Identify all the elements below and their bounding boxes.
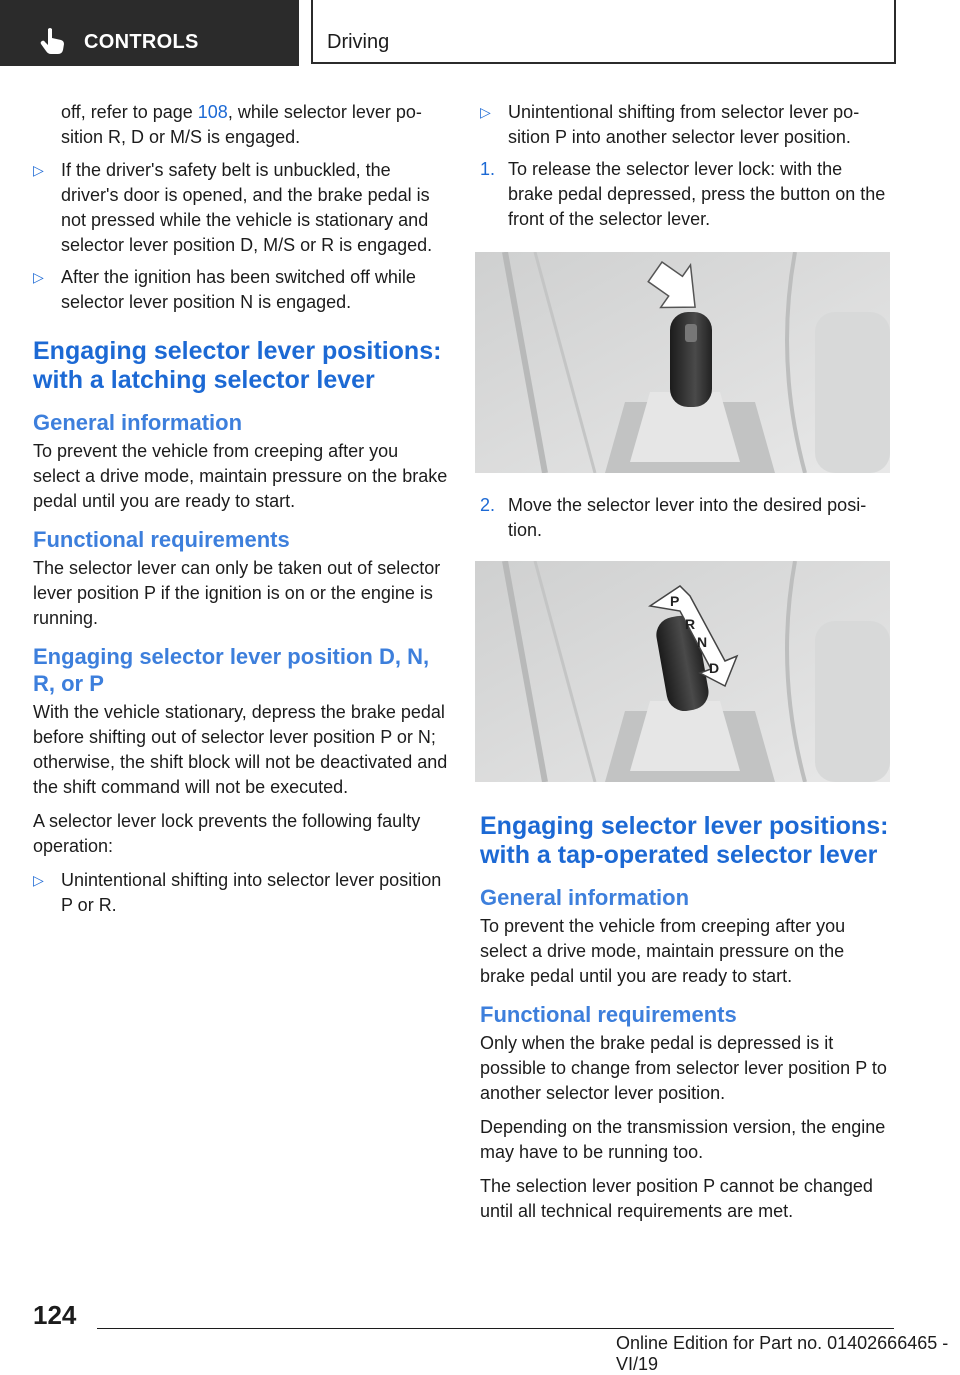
list-item: ▷ After the ignition has been switched off while selector lever position N is engaged. bbox=[33, 267, 416, 312]
gear-label-n: N bbox=[697, 634, 708, 650]
list-item: ▷ Unintentional shifting into selector lever position P or R. bbox=[33, 870, 442, 915]
bullet-triangle-icon: ▷ bbox=[33, 872, 44, 888]
left-column bbox=[33, 100, 448, 925]
subsection-heading: Engaging selector lever position D, N, R, or P bbox=[33, 644, 430, 696]
page-reference-link[interactable]: 108 bbox=[197, 102, 228, 122]
edition-text: Online Edition for Part no. 01402666465 - VI/19 bbox=[616, 1333, 949, 1374]
subsection-heading: Functional requirements bbox=[480, 1002, 737, 1027]
numbered-step: 2. Move the selector lever into the desired position. bbox=[480, 495, 867, 540]
paragraph: Depending on the transmission version, the engine may have to be running too. bbox=[480, 1117, 886, 1162]
selector-lever-button-illustration bbox=[475, 252, 890, 473]
bullet-triangle-icon: ▷ bbox=[33, 162, 44, 178]
chapter-title: Driving bbox=[327, 31, 390, 53]
gear-label-d: D bbox=[709, 660, 720, 676]
selector-lever-positions-illustration bbox=[475, 561, 890, 782]
section-tab bbox=[0, 0, 299, 66]
gear-label-r: R bbox=[685, 616, 696, 632]
list-item: ▷ Unintentional shifting from selector lever position P into another selector lever position. bbox=[480, 102, 860, 147]
step-number: 1. bbox=[480, 159, 496, 179]
paragraph: With the vehicle stationary, depress the brake pedal before shifting out of selector lever position P or N; otherwise, the shift block will not be deactivated and the shift command will not be executed. bbox=[33, 702, 448, 797]
gear-label-p: P bbox=[670, 593, 680, 609]
continued-text: off, refer to page 108, while selector lever position R, D or M/S is engaged. bbox=[61, 102, 422, 147]
step-number: 2. bbox=[480, 495, 496, 515]
hand-pointer-icon bbox=[40, 27, 66, 55]
list-item: ▷ If the driver's safety belt is unbuckled, the driver's door is opened, and the brake pedal is not pressed while the vehicle is stationary and selector lever position D, M/S or R is engaged. bbox=[33, 160, 433, 255]
subsection-heading: General information bbox=[480, 885, 690, 910]
paragraph: The selector lever can only be taken out of selector lever position P if the ignition is on or the engine is running. bbox=[33, 558, 441, 628]
paragraph: A selector lever lock prevents the following faulty operation: bbox=[33, 811, 421, 856]
section-heading: Engaging selector lever positions: with a tap-operated selector lever bbox=[480, 812, 889, 869]
numbered-step: 1. To release the selector lever lock: with the brake pedal depressed, press the button on the front of the selector lever. bbox=[480, 159, 886, 229]
paragraph: The selection lever position P cannot be changed until all technical requirements are met. bbox=[480, 1176, 873, 1221]
subsection-heading: General information bbox=[33, 410, 243, 435]
subsection-heading: Functional requirements bbox=[33, 527, 290, 552]
chapter-tab bbox=[311, 0, 896, 64]
paragraph: To prevent the vehicle from creeping after you select a drive mode, maintain pressure on the brake pedal until you are ready to start. bbox=[480, 916, 846, 986]
paragraph: To prevent the vehicle from creeping after you select a drive mode, maintain pressure on the brake pedal until you are ready to start. bbox=[33, 441, 448, 511]
right-column bbox=[480, 100, 892, 1233]
bullet-triangle-icon: ▷ bbox=[33, 269, 44, 285]
bullet-triangle-icon: ▷ bbox=[480, 104, 491, 120]
page-number: 124 bbox=[33, 1300, 77, 1330]
footer-divider bbox=[97, 1328, 894, 1329]
section-heading: Engaging selector lever positions: with a latching selector lever bbox=[33, 337, 442, 394]
section-title: CONTROLS bbox=[84, 31, 199, 53]
paragraph: Only when the brake pedal is depressed is it possible to change from selector lever position P to another selector lever position. bbox=[480, 1033, 887, 1103]
page-header bbox=[0, 0, 960, 66]
